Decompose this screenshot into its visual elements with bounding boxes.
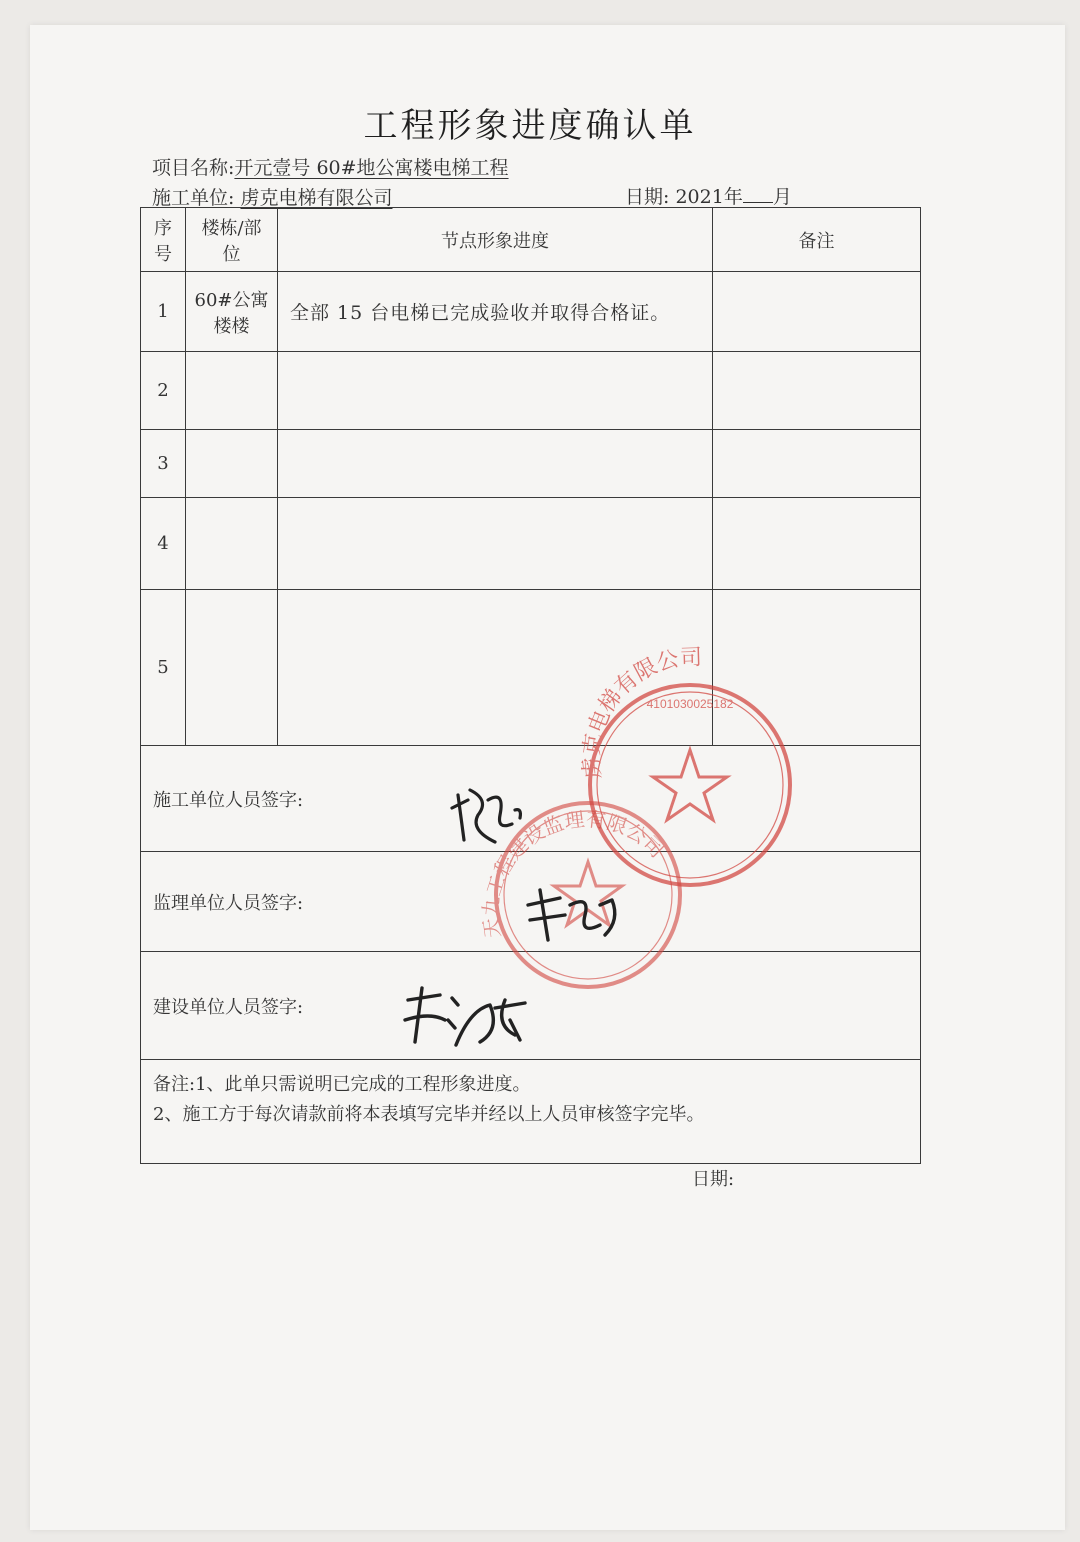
- date-month-blank: [743, 186, 773, 203]
- progress-table: [140, 207, 921, 1164]
- row-remarks: [713, 498, 921, 590]
- table-row: [141, 498, 921, 590]
- notes-line1: 备注:1、此单只需说明已完成的工程形象进度。: [153, 1074, 531, 1095]
- row-seq: 4: [141, 498, 186, 590]
- date-month-suffix: 月: [772, 186, 792, 208]
- signature-row-supervisor: [141, 852, 921, 952]
- row-remarks: [713, 352, 921, 430]
- contractor-signature-label: 施工单位人员签字:: [141, 746, 921, 852]
- signature-row-owner: [141, 952, 921, 1060]
- date-row: [625, 182, 792, 209]
- document-title: 工程形象进度确认单: [363, 106, 697, 146]
- stamp1-text: 虏克电梯有限公司: [578, 644, 703, 780]
- header-seq-line2: 号: [154, 243, 172, 265]
- row-progress: 全部 15 台电梯已完成验收并取得合格证。: [278, 272, 713, 352]
- row-progress: [278, 590, 713, 746]
- header-building-line2: 位: [222, 243, 241, 265]
- row-building: [186, 498, 278, 590]
- row-building-line2: 楼楼: [213, 315, 250, 337]
- row-seq: 5: [141, 590, 186, 746]
- notes-row: [141, 1060, 921, 1164]
- signature-row-contractor: [141, 746, 921, 852]
- contractor-row: [152, 183, 392, 210]
- header-building-line1: 楼栋/部: [201, 217, 262, 239]
- date-label: 日期:: [625, 186, 670, 208]
- row-building-line1: 60#公寓: [194, 289, 269, 311]
- supervisor-signature-label: 监理单位人员签字:: [141, 852, 921, 952]
- header-building: [186, 208, 278, 272]
- row-building: [186, 430, 278, 498]
- contractor-label: 施工单位:: [152, 187, 235, 209]
- table-row: [141, 590, 921, 746]
- row-progress: [278, 498, 713, 590]
- footer-date-label: 日期:: [692, 1169, 735, 1190]
- row-remarks: [713, 430, 921, 498]
- row-progress: [278, 352, 713, 430]
- header-remarks: 备注: [713, 208, 921, 272]
- contractor-value: 虏克电梯有限公司: [240, 187, 393, 209]
- stamp2-text: 天九工程建设监理有限公司: [480, 808, 668, 940]
- project-name-label: 项目名称:: [152, 157, 235, 179]
- table-row: [141, 272, 921, 352]
- project-name-row: [152, 153, 509, 180]
- row-remarks: [713, 272, 921, 352]
- row-seq: 2: [141, 352, 186, 430]
- row-building: [186, 590, 278, 746]
- notes-line2: 2、施工方于每次请款前将本表填写完毕并经以上人员审核签字完毕。: [153, 1104, 705, 1125]
- header-seq-line1: 序: [154, 217, 172, 239]
- owner-signature-label: 建设单位人员签字:: [141, 952, 921, 1060]
- row-building: [186, 352, 278, 430]
- row-remarks: [713, 590, 921, 746]
- date-year: 2021: [675, 186, 724, 208]
- table-row: [141, 352, 921, 430]
- row-progress: [278, 430, 713, 498]
- table-row: [141, 430, 921, 498]
- project-name-value: 开元壹号 60#地公寓楼电梯工程: [234, 157, 509, 179]
- row-seq: 1: [141, 272, 186, 352]
- stamp1-number: 4101030025182: [646, 697, 734, 711]
- header-seq: [141, 208, 186, 272]
- table-header-row: [141, 208, 921, 272]
- notes-cell: [141, 1060, 921, 1164]
- date-year-suffix: 年: [723, 186, 743, 208]
- row-seq: 3: [141, 430, 186, 498]
- header-progress: 节点形象进度: [278, 208, 713, 272]
- row-building: [186, 272, 278, 352]
